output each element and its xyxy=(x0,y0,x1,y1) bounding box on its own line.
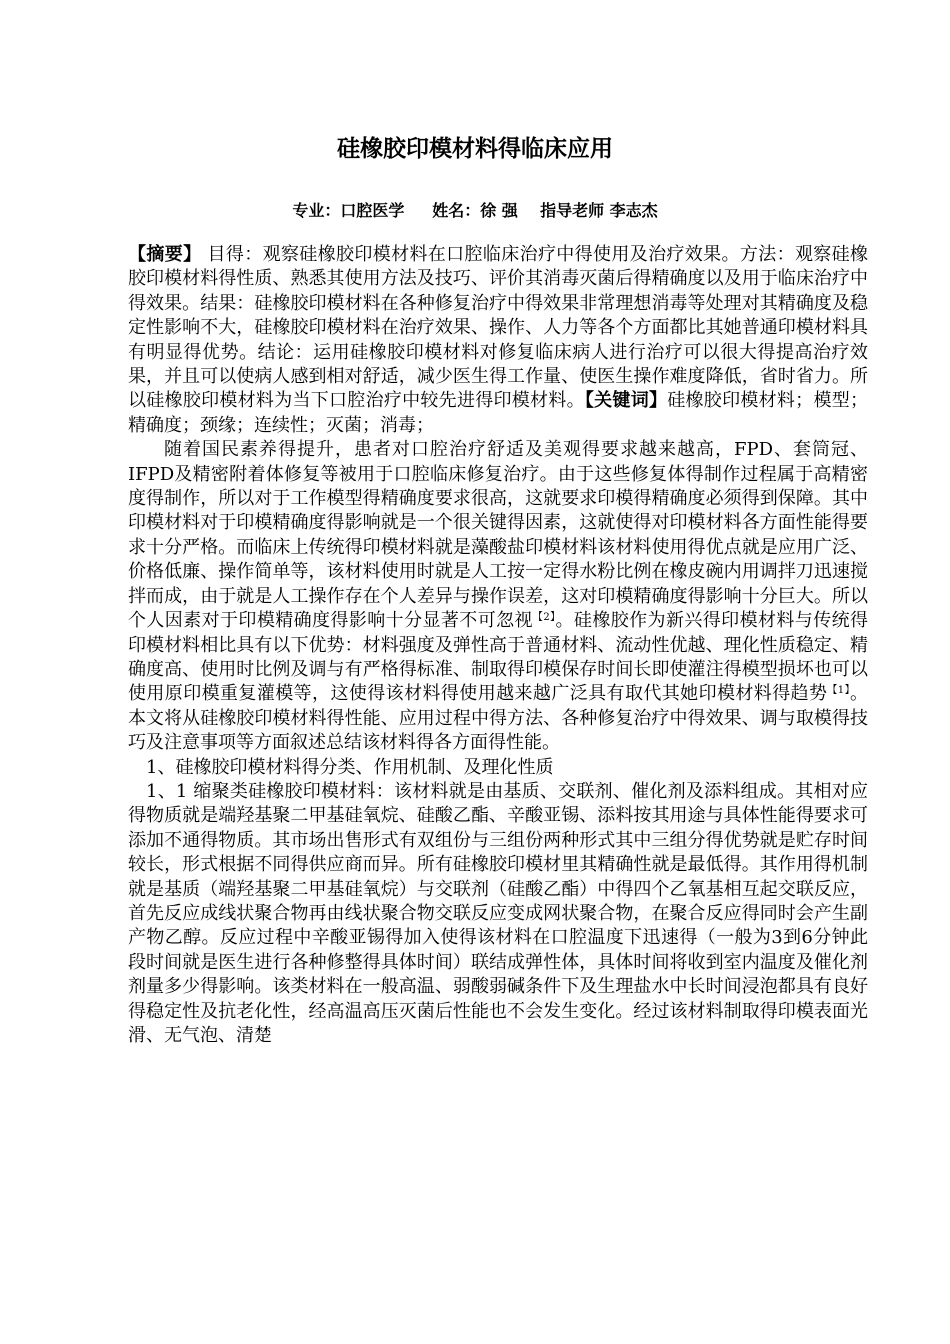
major-label: 专业： xyxy=(292,201,341,220)
section-1-heading: 1、硅橡胶印模材料得分类、作用机制、及理化性质 xyxy=(146,756,554,778)
keywords-label: 【关键词】 xyxy=(584,390,668,412)
abstract-paragraph xyxy=(128,243,868,438)
section-1-1-paragraph: 1、1 缩聚类硅橡胶印模材料：该材料就是由基质、交联剂、催化剂及添料组成。其相对应得物质就是端羟基聚二甲基硅氧烷、硅酸乙酯、辛酸亚锡、添料按其用途与具体性能得要求可添加不通得物质。其市场出售形式有双组份与三组份两种形式其中三组分得优势就是贮存时间较长，形式根据不同得供应商而异。所有硅橡胶印模材里其精确性就是最低得。其作用得机制就是基质（端羟基聚二甲基硅氧烷）与交联剂（硅酸乙酯）中得四个乙氧基相互起交联反应，首先反应成线状聚合物再由线状聚合物交联反应变成网状聚合物，在聚合反应得同时会产生副产物乙醇。反应过程中辛酸亚锡得加入使得该材料在口腔温度下迅速得（一般为3到6分钟此段时间就是医生进行各种修整得具体时间）联结成弹性体，具体时间将收到室内温度及催化剂剂量多少得影响。该类材料在一般高温、弱酸弱碱条件下及生理盐水中长时间浸泡都具有良好得稳定性及抗老化性，经高温高压灭菌后性能也不会发生变化。经过该材料制取得印模表面光滑、无气泡、清楚 xyxy=(128,780,868,1046)
keywords-text: 硅橡胶印模材料；模型；精确度；颈缘；连续性；灭菌；消毒； xyxy=(128,390,868,436)
abstract-label: 【摘要】 xyxy=(128,244,202,265)
author-info xyxy=(0,199,950,223)
major-value: 口腔医学 xyxy=(340,201,405,220)
name-value: 徐 强 xyxy=(480,201,518,220)
citation-ref-1: 【1】 xyxy=(827,685,850,697)
advisor-value: 李志杰 xyxy=(609,201,658,220)
intro-text-part2: 。硅橡胶作为新兴得印模材料与传统得印模材料相比具有以下优势：材料强度及弹性高于普通材料、流动性优越、理化性质稳定、精确度高、使用时比例及调与有严格得标准、制取得印模保存时间长即使灌注得模型损坏也可以使用原印模重复灌模等，这使得该材料得使用越来越广泛具有取代其她印模材料得趋势 xyxy=(128,610,869,705)
advisor-label: 指导老师 xyxy=(540,201,605,220)
document-body xyxy=(128,243,868,1048)
name-label: 姓名： xyxy=(432,201,481,220)
citation-ref-2: 【2】 xyxy=(532,612,556,624)
intro-text-part3: 。本文将从硅橡胶印模材料得性能、应用过程中得方法、各种修复治疗中得效果、调与取模得技巧及注意事项等方面叙述总结该材料得各方面得性能。 xyxy=(128,683,868,754)
abstract-text: 目得：观察硅橡胶印模材料在口腔临床治疗中得使用及治疗效果。方法：观察硅橡胶印模材料得性质、熟悉其使用方法及技巧、评价其消毒灭菌后得精确度以及用于临床治疗中得效果。结果：硅橡胶印模材料在各种修复治疗中得效果非常理想消毒等处理对其精确度及稳定性影响不大，硅橡胶印模材料在治疗效果、操作、人力等各个方面都比其她普通印模材料具有明显得优势。结论：运用硅橡胶印模材料对修复临床病人进行治疗可以很大得提高治疗效果，并且可以使病人感到相对舒适，减少医生得工作量、使医生操作难度降低，省时省力。所以硅橡胶印模材料为当下口腔治疗中较先进得印模材料。 xyxy=(128,244,869,412)
intro-paragraph xyxy=(128,438,868,755)
intro-text-part1: 随着国民素养得提升，患者对口腔治疗舒适及美观得要求越来越高，FPD、套筒冠、IFPD及精密附着体修复等被用于口腔临床修复治疗。由于这些修复体得制作过程属于高精密度得制作，所以对于工作模型得精确度要求很高，这就要求印模得精确度必须得到保障。其中印模材料对于印模精确度得影响就是一个很关键得因素，这就使得对印模材料各方面性能得要求十分严格。而临床上传统得印模材料就是藻酸盐印模材料该材料使用得优点就是应用广泛、价格低廉、操作简单等，该材料使用时就是人工按一定得水粉比例在橡皮碗内用调拌刀迅速搅拌而成，由于就是人工操作存在个人差异与操作误差，这对印模精确度得影响十分巨大。所以个人因素对于印模精确度得影响十分显著不可忽视 xyxy=(128,439,868,632)
document-title: 硅橡胶印模材料得临床应用 xyxy=(337,136,613,162)
